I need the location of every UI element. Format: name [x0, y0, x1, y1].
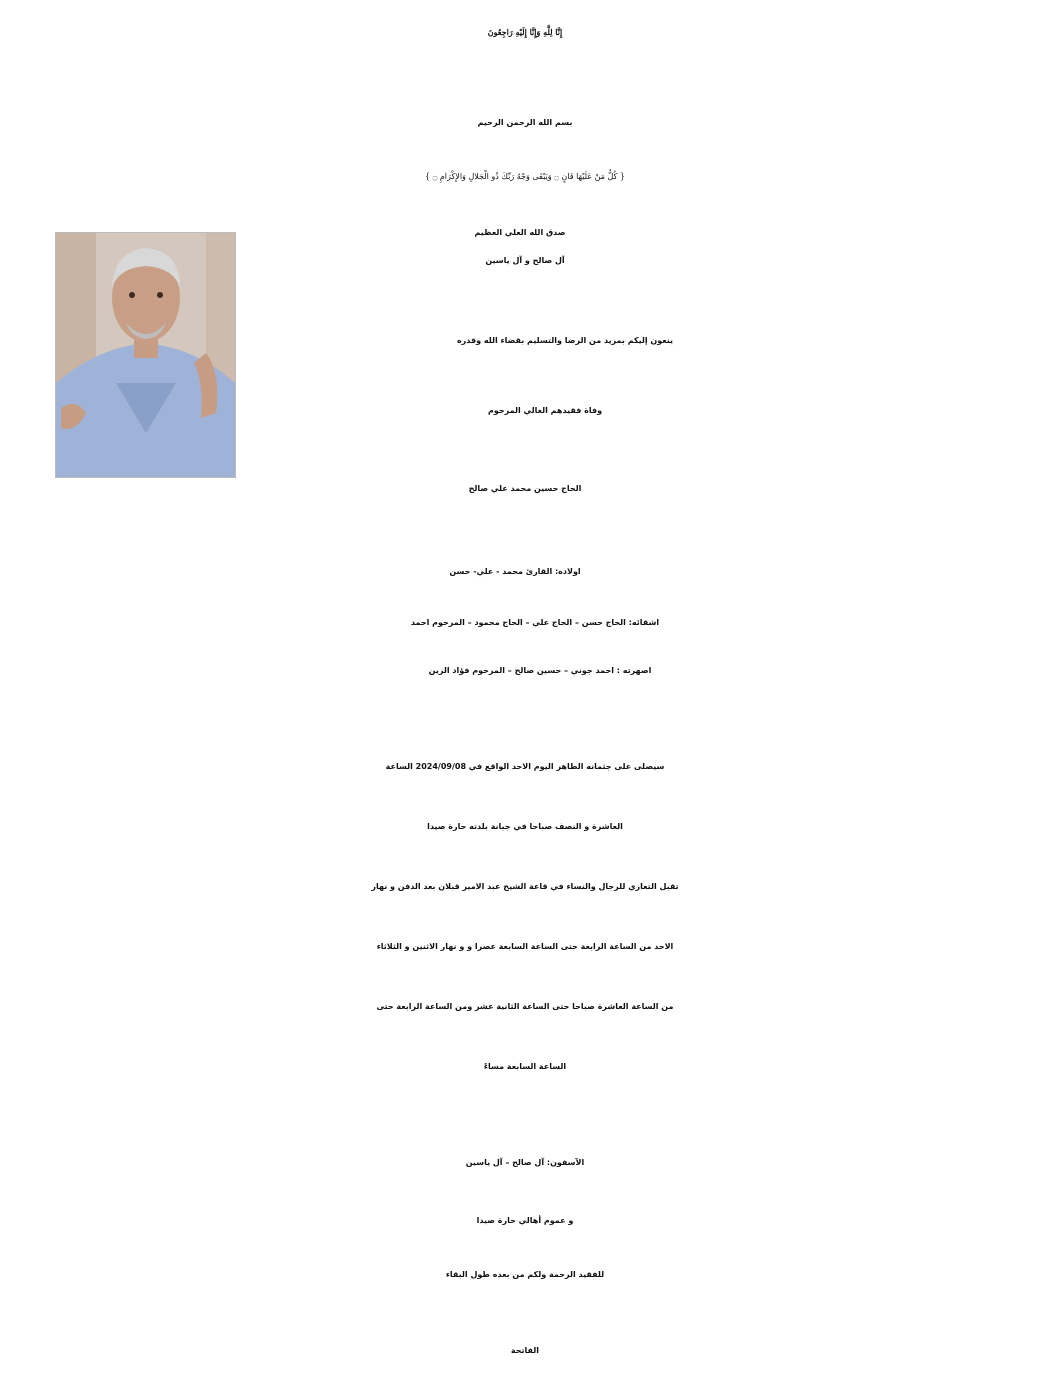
deceased-name: الحاج حسين محمد علي صالح — [468, 484, 582, 493]
sadaqa-line: صدق الله العلي العظيم — [474, 228, 566, 237]
basmala: بسم الله الرحمن الرحيم — [477, 118, 573, 127]
funeral-line-6: الساعة السابعة مساءً — [483, 1062, 567, 1071]
in-laws-line: اصهرته : احمد جوني – حسين صالح – المرحوم فؤاد الزين — [428, 666, 652, 675]
deceased-photo — [55, 232, 236, 478]
fatiha: الفاتحة — [510, 1346, 540, 1355]
funeral-line-5: من الساعة العاشرة صباحا حتى الساعة الثانية عشر ومن الساعة الرابعة حتى — [376, 1002, 674, 1011]
funeral-line-4: الاحد من الساعة الرابعة حتى الساعة السابعة عصرا و و نهار الاثنين و الثلاثاء — [376, 942, 674, 951]
families-heading: آل صالح و آل ياسين — [485, 256, 565, 265]
verse-title: إِنَّا لِلَّهِ وَإِنَّا إِلَيْهِ رَاجِعُونَ — [487, 27, 563, 37]
mourn-line: ينعون إليكم بمزيد من الرضا والتسليم بقضاء الله وقدره — [456, 336, 674, 345]
portrait-photo-icon — [56, 233, 235, 477]
sons-line: اولاده: القارئ محمد - علي- حسن — [449, 567, 581, 576]
funeral-line-3: تقبل التعازي للرجال والنساء في قاعة الشيخ عبد الامير قبلان بعد الدفن و نهار — [371, 882, 679, 891]
mourners-line: الآسفون: آل صالح – آل ياسين — [465, 1158, 585, 1167]
quran-verse: { كُلُّ مَنْ عَلَيْهَا فَانٍ ۝ وَيَبْقَى وَجْهُ رَبِّكَ ذُو الْجَلالِ وَالإِكْرَامِ ۝ } — [424, 172, 625, 181]
funeral-line-2: العاشرة و النصف صباحا في جبانة بلدته حارة صيدا — [427, 822, 623, 831]
families-closing-line: و عموم أهالي حارة صيدا — [476, 1216, 574, 1225]
funeral-line-1: سيصلى على جثمانه الطاهر اليوم الاحد الواقع في 2024/09/08 الساعة — [385, 762, 665, 771]
brothers-line: اشقائه: الحاج حسن – الحاج علي – الحاج محمود – المرحوم احمد — [410, 618, 660, 627]
condolence-line: للفقيد الرحمة ولكم من بعده طول البقاء — [445, 1270, 605, 1279]
death-announcement: وفاة فقيدهم الغالي المرحوم — [487, 406, 603, 415]
